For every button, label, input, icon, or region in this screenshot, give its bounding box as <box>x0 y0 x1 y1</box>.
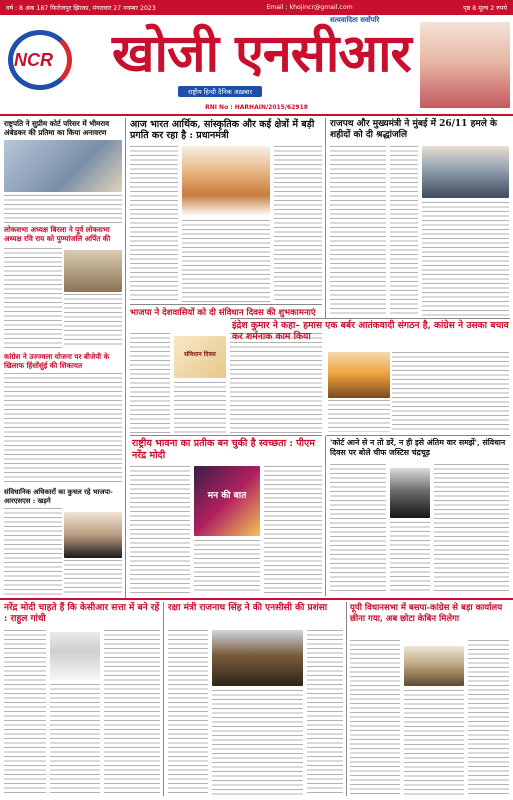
article-9-text <box>130 466 190 594</box>
article-11-text-b <box>50 684 100 795</box>
article-3-text-b <box>390 146 418 316</box>
constitution-day-label: संविधान दिवस <box>184 351 216 358</box>
ncr-logo-text: NCR <box>14 50 53 70</box>
article-6-headline: संविधानिक अधिकारों का कुचल रहे भाजपा-आरएसएस : खड़गे <box>4 488 113 505</box>
article-3-headline: राजपथ और मुख्यमंत्री ने मुंबई में 26/11 हमले के शहीदों को दी श्रद्धांजलि <box>330 119 497 140</box>
article-2-photo <box>182 146 270 216</box>
mann-ki-baat-label: मन की बात <box>207 491 247 501</box>
bottom-divider <box>0 598 513 600</box>
masthead-title: खोजी एनसीआर <box>112 23 411 84</box>
article-4-headline: लोकसभा अध्यक्ष बिरला ने पूर्व लोकसभा अध्यक्ष रवि राय को पुण्यांजलि अर्पित की <box>4 225 111 243</box>
column-rule-5 <box>346 602 347 796</box>
article-1-photo <box>4 140 122 192</box>
article-10-text-c <box>434 464 509 594</box>
article-12-photo <box>212 630 303 686</box>
article-6-text <box>4 508 62 596</box>
article-11-photo <box>50 632 100 680</box>
article-7-sidebar-graphic <box>174 336 226 378</box>
article-10-text-b <box>390 522 430 594</box>
article-12-text-b <box>212 690 303 795</box>
article-3-text <box>330 146 386 316</box>
article-8-text <box>392 352 509 432</box>
article-7-text-b <box>174 382 226 433</box>
article-3-photo <box>422 146 509 198</box>
top-info-bar <box>0 0 513 15</box>
article-11-text-c <box>104 630 160 795</box>
article-8-photo <box>328 352 390 398</box>
article-4-text <box>4 248 62 348</box>
article-6-photo <box>64 512 122 558</box>
article-1-text <box>4 195 122 223</box>
right-rule-1 <box>326 435 510 436</box>
article-2-text-c <box>274 146 322 302</box>
rni-number: RNI No : HARHAIN/2015/62918 <box>205 104 308 111</box>
article-9-text-b <box>194 540 260 594</box>
article-7-headline: भाजपा ने देशवासियों को दी संविधान दिवस की शुभकामनाएं <box>130 308 316 318</box>
column-rule-1 <box>125 118 126 598</box>
article-13-text-c <box>468 640 509 795</box>
article-10-headline: 'कोर्ट आने से न तो डरें, न ही इसे अंतिम वार समझें', संविधान दिवस पर बोले चीफ जस्टिस चंद्रचूड़ <box>330 438 506 457</box>
article-10-text <box>330 464 386 594</box>
article-9-headline: राष्ट्रीय भावना का प्रतीक बन चुकी है स्वच्छता : पीएम नरेंद्र मोदी <box>132 438 315 461</box>
issue-line: वर्ष : 8 अंक 187 फिरोजपुर झिरका, मंगलवार 27 नवम्बर 2023 <box>6 5 156 12</box>
article-9-photo <box>194 466 260 536</box>
article-8-text-b <box>328 400 390 432</box>
article-2-headline: आज भारत आर्थिक, सांस्कृतिक और कई क्षेत्रों में बड़ी प्रगति कर रहा है : प्रधानमंत्री <box>130 119 315 141</box>
article-2-text-b <box>182 220 270 302</box>
center-rule-3 <box>130 435 322 436</box>
article-9-text-c <box>264 466 322 594</box>
article-7-text <box>130 333 170 433</box>
article-7-text-c <box>230 333 322 433</box>
center-rule-1 <box>130 304 322 305</box>
center-rule-2 <box>230 318 510 319</box>
article-13-photo <box>404 646 464 686</box>
column-rule-2 <box>325 118 326 318</box>
price-line: पृष्ठ 8 मूल्य 2 रुपये <box>463 5 507 12</box>
article-1-headline: राष्ट्रपति ने सुप्रीम कोर्ट परिसर में भीमराव अंबेडकर की प्रतिमा का किया अनावरण <box>4 119 110 137</box>
article-13-headline: यूपी विधानसभा में बसपा-कांग्रेस से बड़ा कार्यालय छीना गया, अब छोटा केबिन मिलेगा <box>350 603 503 624</box>
email-line: Email : khojincr@gmail.com <box>266 4 353 11</box>
column-rule-4 <box>163 602 164 796</box>
article-11-text <box>4 630 46 795</box>
article-3-text-c <box>422 202 509 316</box>
tagline-bottom: राष्ट्रीय हिन्दी दैनिक अख़बार <box>178 86 262 97</box>
article-6-text-b <box>64 560 122 596</box>
article-5-text <box>4 373 122 485</box>
article-5-headline: कांग्रेस ने उज्ज्वला योजना पर बीजेपी के खिलाफ हिंसोंसुंई की शिकायत <box>4 352 110 370</box>
tagline-top: सत्यवादिता सर्वोपरि <box>330 16 380 24</box>
article-4-text-b <box>64 294 122 348</box>
article-10-photo <box>390 468 430 518</box>
article-12-headline: रक्षा मंत्री राजनाथ सिंह ने की एनसीसी की प्रशंसा <box>168 603 328 613</box>
article-12-text <box>168 630 208 795</box>
article-13-text-b <box>404 690 464 795</box>
article-8-headline: इंद्रेश कुमार ने कहा– हमास एक बर्बर आतंकवादी संगठन है, कांग्रेस ने उसका बचाव कर शर्मनाक काम किया <box>232 320 509 342</box>
article-13-text <box>350 640 400 795</box>
header-divider <box>0 114 513 116</box>
article-4-photo <box>64 250 122 292</box>
article-12-text-c <box>307 630 343 795</box>
article-2-text <box>130 146 178 302</box>
model-portrait-photo <box>420 22 510 108</box>
article-11-headline: नरेंद्र मोदी चाहते हैं कि केसीआर सत्ता में बने रहें : राहुल गांधी <box>4 603 160 624</box>
column-rule-3 <box>325 436 326 596</box>
